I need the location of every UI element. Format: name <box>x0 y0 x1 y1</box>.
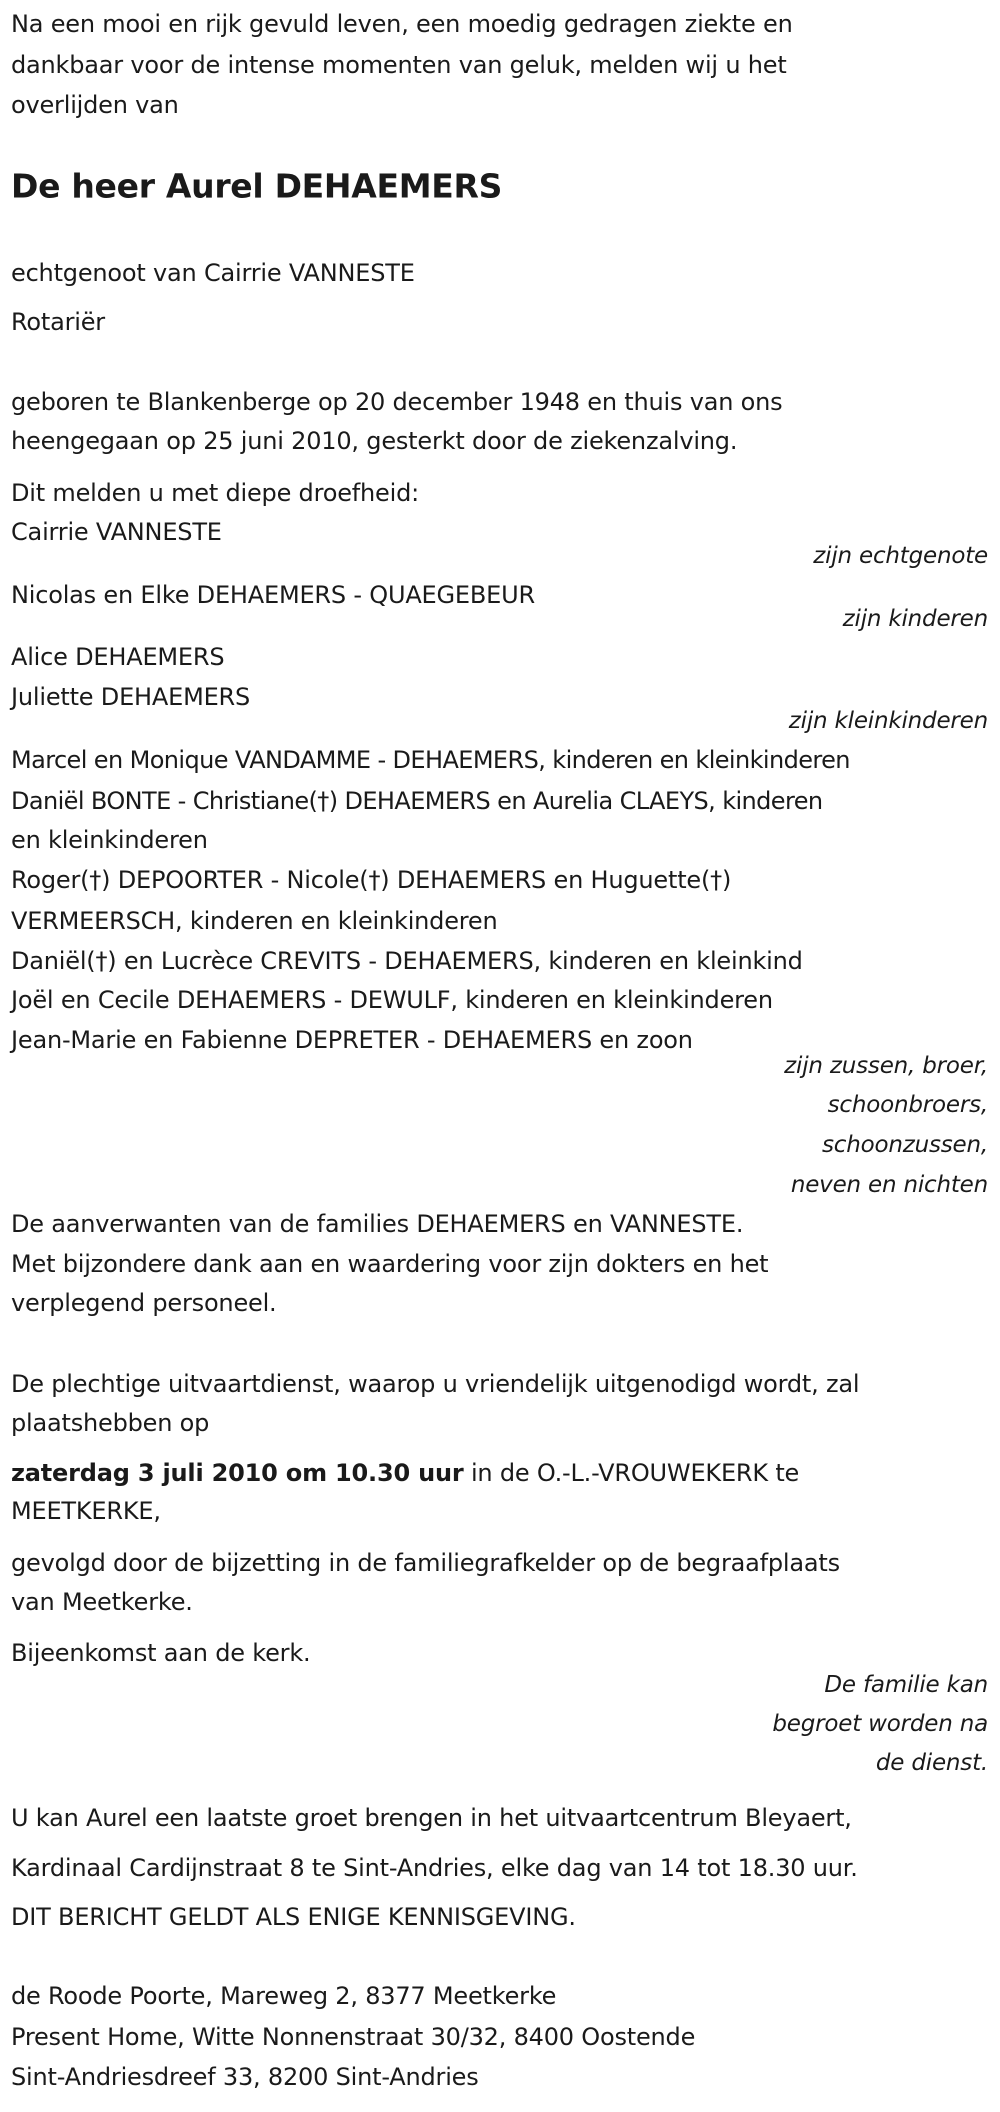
mourners-intro: Dit melden u met diepe droefheid: <box>11 479 419 507</box>
service-place-line: MEETKERKE, <box>11 1497 161 1525</box>
mourner-name: Daniël(†) en Lucrèce CREVITS - DEHAEMERS, kinderen en kleinkind <box>11 947 803 975</box>
mourner-name: Roger(†) DEPOORTER - Nicole(†) DEHAEMERS en Huguette(†) <box>11 866 732 894</box>
mourner-name: Juliette DEHAEMERS <box>11 683 251 711</box>
relation-label: zijn kinderen <box>842 606 988 632</box>
address-line: Present Home, Witte Nonnenstraat 30/32, 8400 Oostende <box>11 2023 696 2051</box>
mourner-name: Nicolas en Elke DEHAEMERS - QUAEGEBEUR <box>11 581 535 609</box>
affiliation: Rotariër <box>11 308 105 336</box>
mourner-name: Alice DEHAEMERS <box>11 643 225 671</box>
burial-line: gevolgd door de bijzetting in de familiegrafkelder op de begraafplaats <box>11 1549 840 1577</box>
gathering-line: Bijeenkomst aan de kerk. <box>11 1639 311 1667</box>
notice-line: DIT BERICHT GELDT ALS ENIGE KENNISGEVING. <box>11 1903 576 1931</box>
condolence-note: begroet worden na <box>772 1711 988 1737</box>
visitation-line: U kan Aurel een laatste groet brengen in het uitvaartcentrum Bleyaert, <box>11 1804 852 1832</box>
relation-label: schoonzussen, <box>822 1132 988 1158</box>
relatives-line: De aanverwanten van de families DEHAEMERS en VANNESTE. <box>11 1210 744 1238</box>
birth-death-line: heengegaan op 25 juni 2010, gesterkt door de ziekenzalving. <box>11 427 738 455</box>
intro-line: Na een mooi en rijk gevuld leven, een moedig gedragen ziekte en <box>11 10 793 38</box>
burial-line: van Meetkerke. <box>11 1588 193 1616</box>
mourner-name: Daniël BONTE - Christiane(†) DEHAEMERS en Aurelia CLAEYS, kinderen <box>11 787 823 815</box>
service-date: zaterdag 3 juli 2010 om 10.30 uur <box>11 1459 464 1487</box>
intro-line: dankbaar voor de intense momenten van geluk, melden wij u het <box>11 51 787 79</box>
spouse-line: echtgenoot van Cairrie VANNESTE <box>11 259 415 287</box>
condolence-note: de dienst. <box>875 1750 988 1776</box>
condolence-note: De familie kan <box>824 1672 988 1698</box>
mourner-name: en kleinkinderen <box>11 826 208 854</box>
thanks-line: verplegend personeel. <box>11 1289 277 1317</box>
service-intro-line: plaatshebben op <box>11 1409 210 1437</box>
address-line: Sint-Andriesdreef 33, 8200 Sint-Andries <box>11 2063 479 2091</box>
visitation-line: Kardinaal Cardijnstraat 8 te Sint-Andries, elke dag van 14 tot 18.30 uur. <box>11 1854 858 1882</box>
deceased-name-heading: De heer Aurel DEHAEMERS <box>11 166 503 206</box>
relation-label: schoonbroers, <box>827 1092 988 1118</box>
service-intro-line: De plechtige uitvaartdienst, waarop u vriendelijk uitgenodigd wordt, zal <box>11 1370 860 1398</box>
mourner-name: Jean-Marie en Fabienne DEPRETER - DEHAEMERS en zoon <box>11 1026 693 1054</box>
relation-label: zijn echtgenote <box>813 543 988 569</box>
relation-label: zijn zussen, broer, <box>784 1053 988 1079</box>
address-line: de Roode Poorte, Mareweg 2, 8377 Meetkerke <box>11 1982 557 2010</box>
mourner-name: VERMEERSCH, kinderen en kleinkinderen <box>11 907 498 935</box>
service-date-line <box>11 1458 799 1488</box>
intro-line: overlijden van <box>11 91 179 119</box>
relation-label: neven en nichten <box>790 1172 988 1198</box>
service-place: in de O.-L.-VROUWEKERK te <box>463 1459 800 1487</box>
thanks-line: Met bijzondere dank aan en waardering voor zijn dokters en het <box>11 1250 769 1278</box>
mourner-name: Joël en Cecile DEHAEMERS - DEWULF, kinderen en kleinkinderen <box>11 986 773 1014</box>
relation-label: zijn kleinkinderen <box>788 708 988 734</box>
mourner-name: Cairrie VANNESTE <box>11 518 222 546</box>
birth-death-line: geboren te Blankenberge op 20 december 1948 en thuis van ons <box>11 388 783 416</box>
mourner-name: Marcel en Monique VANDAMME - DEHAEMERS, kinderen en kleinkinderen <box>11 746 850 774</box>
